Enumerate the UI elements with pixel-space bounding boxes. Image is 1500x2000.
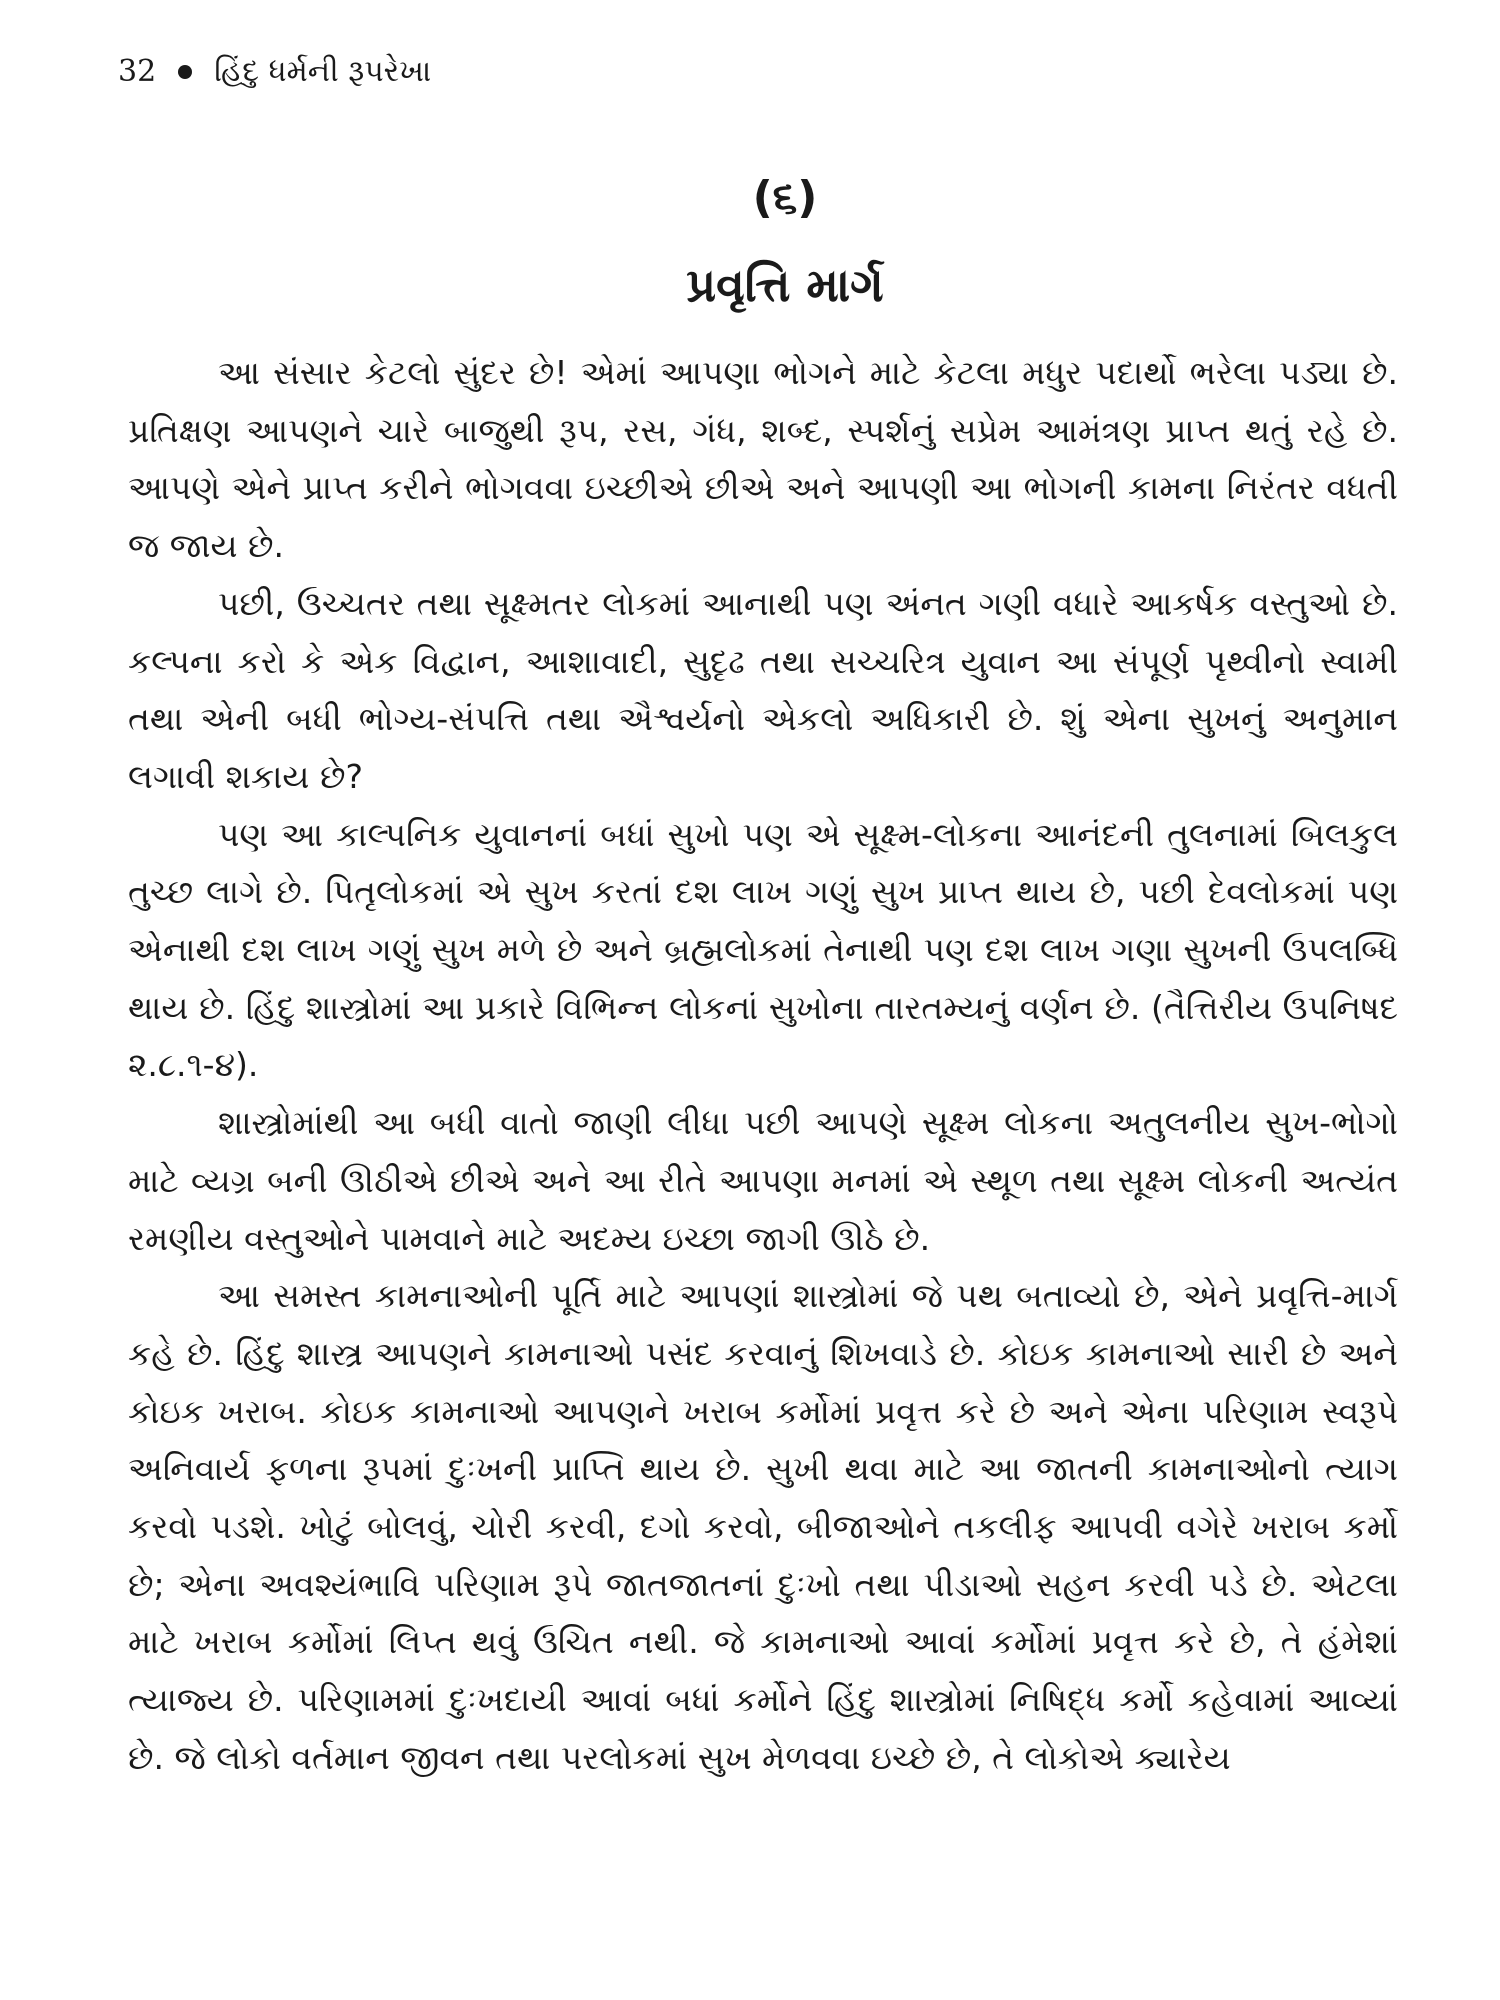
chapter-title: પ્રવૃત્તિ માર્ગ bbox=[686, 258, 884, 312]
paragraph-3: પણ આ કાલ્પનિક યુવાનનાં બધાં સુખો પણ એ સૂક્ષ્મ-લોકના આનંદની તુલનામાં બિલકુલ તુચ્છ લાગે છે. પિતૃલોકમાં એ સુખ કરતાં દશ લાખ ગણું સુખ પ્રાપ્ત થાય છે, પછી દેવલોકમાં પણ એનાથી દશ લાખ ગણું સુખ મળે છે અને બ્રહ્મલોકમાં તેનાથી પણ દશ લાખ ગણા સુખની ઉપલબ્ધિ થાય છે. હિંદુ શાસ્ત્રોમાં આ પ્રકારે વિભિન્ન લોકનાં સુખોના તારતમ્યનું વર્ણન છે. (તૈત્તિરીય ઉપનિષદ ૨.૮.૧-૪). bbox=[128, 814, 1398, 1085]
paragraph-4: શાસ્ત્રોમાંથી આ બધી વાતો જાણી લીધા પછી આપણે સૂક્ષ્મ લોકના અતુલનીય સુખ-ભોગો માટે વ્યગ્ર બની ઊઠીએ છીએ અને આ રીતે આપણા મનમાં એ સ્થૂળ તથા સૂક્ષ્મ લોકની અત્યંત રમણીય વસ્તુઓને પામવાને માટે અદમ્ય ઇચ્છા જાગી ઊઠે છે. bbox=[128, 1103, 1398, 1258]
paragraph-5: આ સમસ્ત કામનાઓની પૂર્તિ માટે આપણાં શાસ્ત્રોમાં જે પથ બતાવ્યો છે, એને પ્રવૃત્તિ-માર્ગ કહે છે. હિંદુ શાસ્ત્ર આપણને કામનાઓ પસંદ કરવાનું શિખવાડે છે. કોઇક કામનાઓ સારી છે અને કોઇક ખરાબ. કોઇક કામનાઓ આપણને ખરાબ કર્મોમાં પ્રવૃત્ત કરે છે અને એના પરિણામ સ્વરૂપે અનિવાર્ય ફળના રૂપમાં દુઃખની પ્રાપ્તિ થાય છે. સુખી થવા માટે આ જાતની કામનાઓનો ત્યાગ કરવો પડશે. ખોટું બોલવું, ચોરી કરવી, દગો કરવો, બીજાઓને તકલીફ આપવી વગેરે ખરાબ કર્મો છે; એના અવશ્યંભાવિ પરિણામ રૂપે જાતજાતનાં દુઃખો તથા પીડાઓ સહન કરવી પડે છે. એટલા માટે ખરાબ કર્મોમાં લિપ્ત થવું ઉચિત નથી. જે કામનાઓ આવાં કર્મોમાં પ્રવૃત્ત કરે છે, તે હંમેશાં ત્યાજ્ય છે. પરિણામમાં દુઃખદાયી આવાં બધાં કર્મોને હિંદુ શાસ્ત્રોમાં નિષિદ્ધ કર્મો કહેવામાં આવ્યાં છે. જે લોકો વર્તમાન જીવન તથા પરલોકમાં સુખ મેળવવા ઇચ્છે છે, તે લોકોએ ક્યારેય bbox=[128, 1276, 1398, 1777]
running-header bbox=[118, 52, 431, 92]
page-number: 32 bbox=[118, 54, 157, 89]
body-text bbox=[128, 344, 1398, 1787]
paragraph-2: પછી, ઉચ્ચતર તથા સૂક્ષ્મતર લોકમાં આનાથી પણ અંનત ગણી વધારે આકર્ષક વસ્તુઓ છે. કલ્પના કરો કે એક વિદ્વાન, આશાવાદી, સુદૃઢ તથા સચ્ચરિત્ર યુવાન આ સંપૂર્ણ પૃથ્વીનો સ્વામી તથા એની બધી ભોગ્ય-સંપત્તિ તથા ઐશ્વર્યનો એકલો અધિકારી છે. શું એના સુખનું અનુમાન લગાવી શકાય છે? bbox=[128, 583, 1398, 796]
paragraph-1: આ સંસાર કેટલો સુંદર છે! એમાં આપણા ભોગને માટે કેટલા મધુર પદાર્થો ભરેલા પડ્યા છે. પ્રતિક્ષણ આપણને ચારે બાજુથી રૂપ, રસ, ગંધ, શબ્દ, સ્પર્શનું સપ્રેમ આમંત્રણ પ્રાપ્ત થતું રહે છે. આપણે એને પ્રાપ્ત કરીને ભોગવવા ઇચ્છીએ છીએ અને આપણી આ ભોગની કામના નિરંતર વધતી જ જાય છે. bbox=[128, 353, 1398, 566]
chapter-number: (૬) bbox=[752, 172, 818, 223]
book-title: હિંદુ ધર્મની રૂપરેખા bbox=[214, 54, 432, 89]
bullet-icon bbox=[178, 65, 192, 79]
